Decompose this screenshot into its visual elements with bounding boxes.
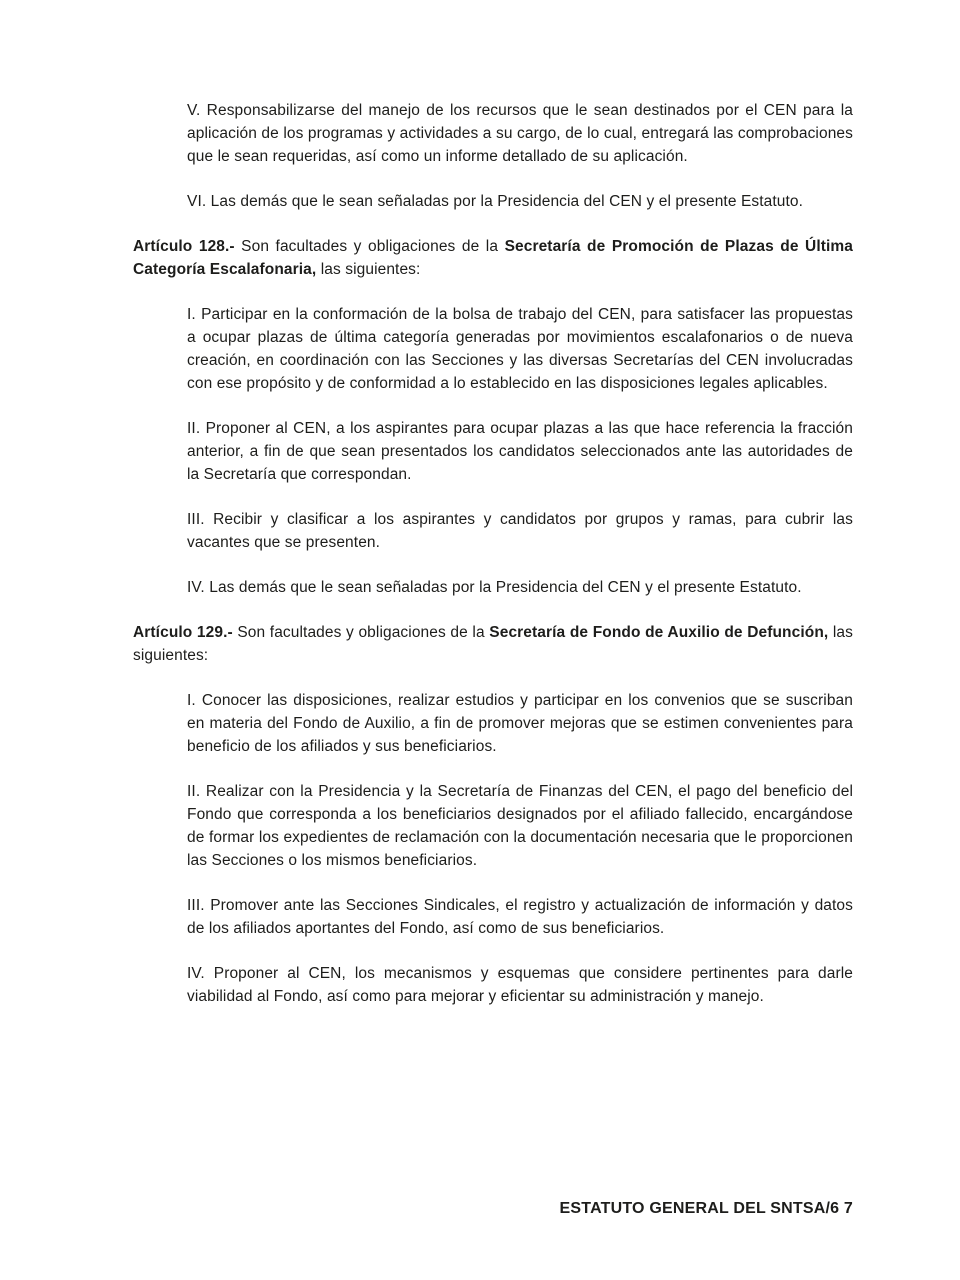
text-run: III. Recibir y clasificar a los aspirantes y candidatos por grupos y ramas, para cubrir las vacantes que se presenten.	[187, 511, 853, 551]
text-run: II. Realizar con la Presidencia y la Secretaría de Finanzas del CEN, el pago del beneficio del Fondo que corresponda a los beneficiarios designados por el afiliado fallecido, encargándose de formar los expedientes de reclamación con la documentación necesaria que le proporcionen las Secciones o los mismos beneficiarios.	[187, 783, 853, 869]
list-item-paragraph	[187, 303, 853, 395]
text-run: V. Responsabilizarse del manejo de los recursos que le sean destinados por el CEN para la aplicación de los programas y actividades a su cargo, de lo cual, entregará las comprobaciones que le sean requeridas, así como un informe detallado de su aplicación.	[187, 102, 853, 165]
document-content	[133, 99, 853, 1030]
list-item-paragraph	[187, 894, 853, 940]
text-run: II. Proponer al CEN, a los aspirantes para ocupar plazas a las que hace referencia la fracción anterior, a fin de que sean presentados los candidatos seleccionados ante las autoridades de la Secretaría que correspondan.	[187, 420, 853, 483]
list-item-paragraph	[187, 962, 853, 1008]
text-run: Son facultades y obligaciones de la	[237, 624, 490, 641]
list-item-paragraph	[187, 417, 853, 486]
text-run: las siguientes:	[316, 261, 421, 278]
footer-text: ESTATUTO GENERAL DEL SNTSA/6 7	[559, 1200, 853, 1217]
bold-text-run: Secretaría de Promoción de Plazas de Última Categoría Escalafonaria,	[133, 238, 854, 278]
page-footer	[133, 1200, 853, 1218]
list-item-paragraph	[187, 780, 853, 872]
list-item-paragraph	[187, 99, 853, 168]
text-run: VI. Las demás que le sean señaladas por la Presidencia del CEN y el presente Estatuto.	[187, 193, 804, 210]
text-run: las siguientes:	[133, 624, 853, 664]
text-run: IV. Proponer al CEN, los mecanismos y esquemas que considere pertinentes para darle viabilidad al Fondo, así como para mejorar y eficientar su administración y manejo.	[187, 965, 853, 1005]
article-paragraph	[133, 621, 853, 667]
list-item-paragraph	[187, 576, 853, 599]
list-item-paragraph	[187, 508, 853, 554]
list-item-paragraph	[187, 190, 853, 213]
text-run: IV. Las demás que le sean señaladas por la Presidencia del CEN y el presente Estatuto.	[187, 579, 802, 596]
text-run: Son facultades y obligaciones de la	[241, 238, 505, 255]
bold-text-run: Artículo 129.-	[133, 624, 238, 641]
list-item-paragraph	[187, 689, 853, 758]
text-run: I. Conocer las disposiciones, realizar estudios y participar en los convenios que se suscriban en materia del Fondo de Auxilio, a fin de promover mejoras que se estimen convenientes para beneficio de los afiliados y sus beneficiarios.	[187, 692, 853, 755]
bold-text-run: Artículo 128.-	[133, 238, 242, 255]
text-run: III. Promover ante las Secciones Sindicales, el registro y actualización de información y datos de los afiliados aportantes del Fondo, así como de sus beneficiarios.	[187, 897, 853, 937]
article-paragraph	[133, 235, 853, 281]
bold-text-run: Secretaría de Fondo de Auxilio de Defunción,	[489, 624, 829, 641]
text-run: I. Participar en la conformación de la bolsa de trabajo del CEN, para satisfacer las propuestas a ocupar plazas de última categoría generadas por movimientos escalafonarios o de nueva creación, en coordinación con las Secciones y las diversas Secretarías del CEN involucradas con ese propósito y de conformidad a lo establecido en las disposiciones legales aplicables.	[187, 306, 853, 392]
